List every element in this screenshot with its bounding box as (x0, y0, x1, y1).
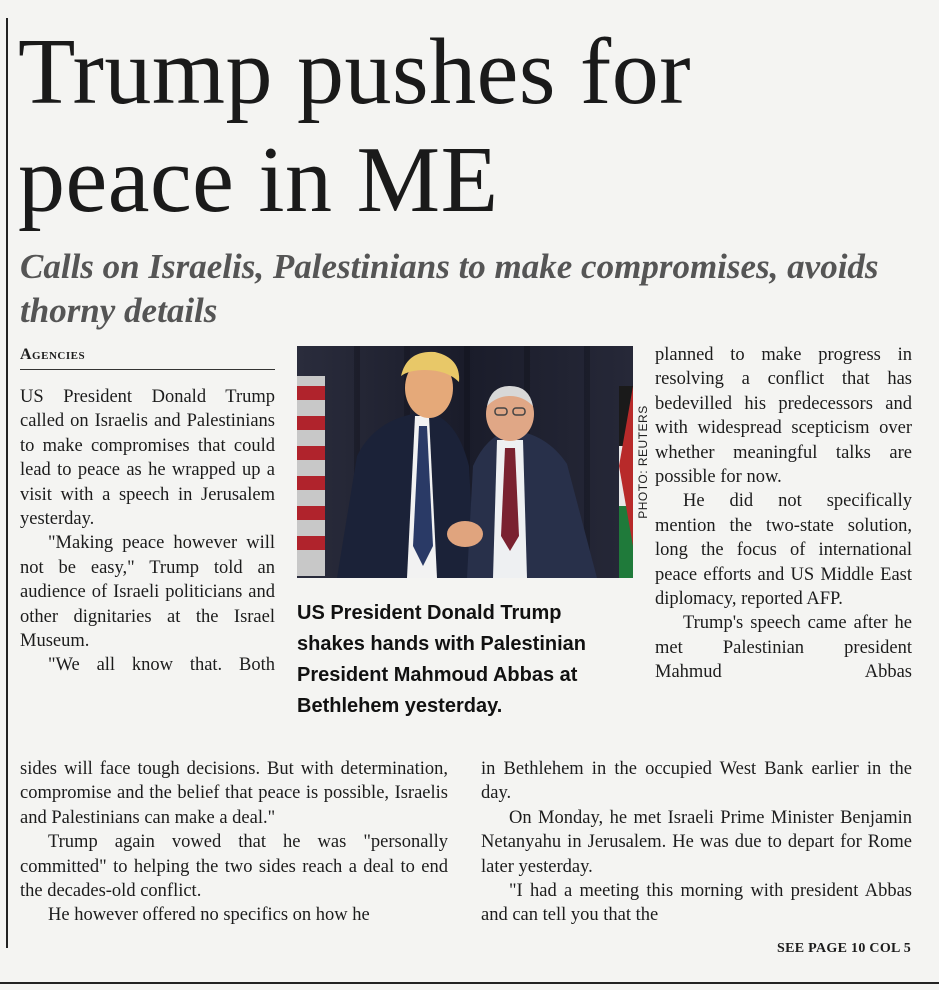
headline: Trump pushes for peace in ME (18, 20, 692, 232)
byline-rule (20, 369, 275, 370)
paragraph-4: Trump again vowed that he was "personally committed" to helping the two sides reach a deal to end the decades-old conflict. (20, 832, 448, 902)
article-column-1 (20, 385, 275, 678)
article-column-3 (655, 343, 912, 685)
bottom-rule (0, 982, 939, 984)
article-lower-right (481, 757, 912, 928)
handshake-photo-illustration (297, 346, 633, 578)
paragraph-3-continued: sides will face tough decisions. But with determination, compromise and the belief that peace is possible, Israelis and Palestinians can make a deal." (20, 759, 448, 828)
paragraph-9: "I had a meeting this morning with president Abbas and can tell you that the (481, 881, 912, 926)
us-flag (297, 376, 325, 576)
subheadline: Calls on Israelis, Palestinians to make compromises, avoids thorny details (20, 247, 879, 330)
paragraph-2: "Making peace however will not be easy," Trump told an audience of Israeli politicians and other dignitaries at the Israel Museum. (20, 533, 275, 652)
photo-caption: US President Donald Trump shakes hands with Palestinian President Mahmoud Abbas at Bethlehem yesterday. (297, 602, 586, 717)
left-column-rule (6, 18, 8, 948)
paragraph-1: US President Donald Trump called on Israelis and Palestinians to make compromises that could lead to peace as he wrapped up a visit with a speech in Jerusalem yesterday. (20, 387, 275, 530)
paragraph-7-start: Trump's speech came after he met Palestinian president Mahmud Abbas (655, 613, 912, 683)
continued-on-page-link[interactable]: SEE PAGE 10 COL 5 (777, 941, 911, 956)
article-lower-left (20, 757, 448, 928)
news-photo (297, 346, 633, 578)
byline: Agencies (20, 346, 86, 363)
paragraph-7-continued: in Bethlehem in the occupied West Bank earlier in the day. (481, 759, 912, 804)
paragraph-8: On Monday, he met Israeli Prime Minister Benjamin Netanyahu in Jerusalem. He was due to depart for Rome later yesterday. (481, 807, 912, 877)
paragraph-6: He did not specifically mention the two-state solution, long the focus of international peace efforts and US Middle East diplomacy, reported AFP. (655, 491, 912, 610)
paragraph-3-start: "We all know that. Both (48, 655, 275, 676)
paragraph-5-start: He however offered no specifics on how he (48, 905, 370, 926)
paragraph-5-continued: planned to make progress in resolving a conflict that has bedevilled his predecessors and with widespread scepticism over whether meaningful talks are possible for now. (655, 345, 912, 488)
photo-credit: PHOTO: REUTERS (636, 405, 650, 519)
